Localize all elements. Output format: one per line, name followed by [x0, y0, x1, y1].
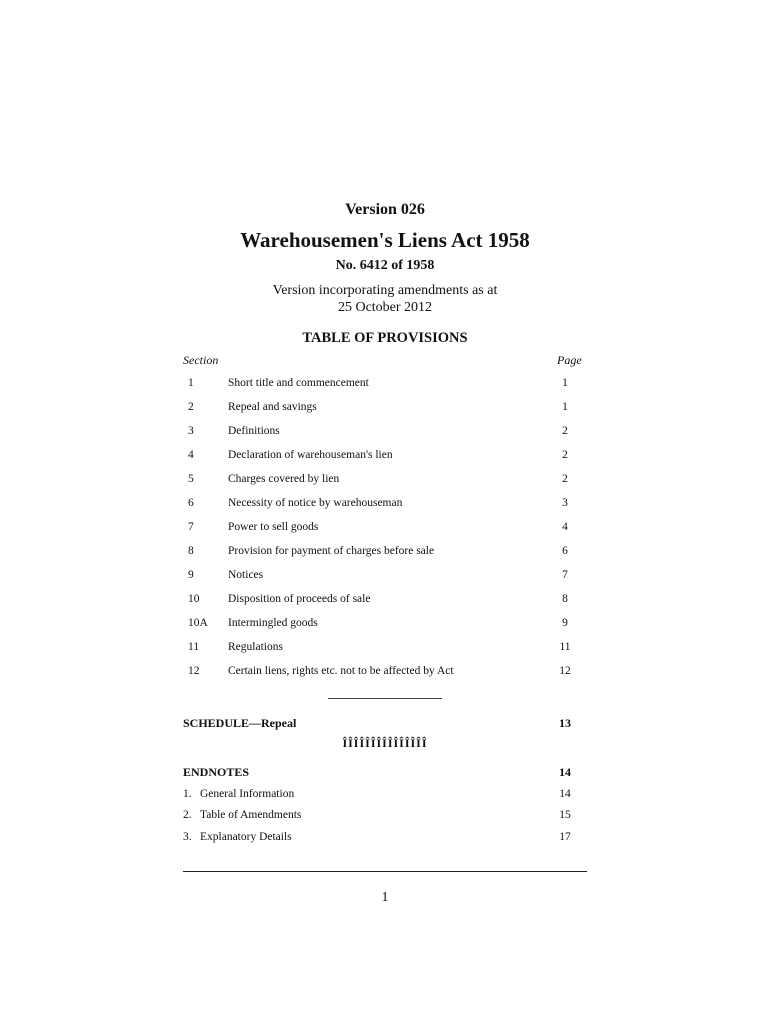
toc-row[interactable] — [0, 665, 770, 683]
ornamental-separator: ÎÎÎÎÎÎÎÎÎÎÎÎÎÎÎ — [342, 736, 428, 750]
toc-row[interactable] — [0, 377, 770, 395]
section-title[interactable]: Necessity of notice by warehouseman — [228, 497, 403, 509]
toc-row[interactable] — [0, 593, 770, 611]
toc-row[interactable] — [0, 569, 770, 587]
schedule-label[interactable]: SCHEDULE—Repeal — [183, 716, 297, 730]
footer-rule — [183, 871, 587, 872]
endnote-title[interactable]: General Information — [200, 788, 295, 800]
section-number: 12 — [188, 665, 200, 677]
toc-row[interactable] — [0, 545, 770, 563]
section-number: 7 — [188, 521, 194, 533]
section-number: 9 — [188, 569, 194, 581]
endnote-page-ref: 17 — [559, 831, 571, 843]
section-divider — [328, 698, 442, 699]
endnote-page-ref: 14 — [559, 788, 571, 800]
toc-row[interactable] — [0, 425, 770, 443]
endnote-number: 3. — [183, 831, 192, 843]
endnote-title[interactable]: Table of Amendments — [200, 809, 302, 821]
page-ref: 2 — [562, 449, 568, 461]
toc-row[interactable] — [0, 641, 770, 659]
incorporating-line-2: 25 October 2012 — [337, 300, 433, 315]
page-ref: 3 — [562, 497, 568, 509]
page-number: 1 — [381, 890, 389, 905]
toc-row[interactable] — [0, 497, 770, 515]
page-ref: 4 — [562, 521, 568, 533]
section-title[interactable]: Certain liens, rights etc. not to be affected by Act — [228, 665, 454, 677]
act-number: No. 6412 of 1958 — [335, 258, 435, 273]
page-ref: 2 — [562, 425, 568, 437]
section-title[interactable]: Repeal and savings — [228, 401, 317, 413]
section-number: 10 — [188, 593, 200, 605]
column-header-page: Page — [557, 353, 582, 367]
incorporating-note — [0, 282, 770, 316]
section-title[interactable]: Provision for payment of charges before sale — [228, 545, 435, 557]
endnote-number: 2. — [183, 809, 192, 821]
act-title: Warehousemen's Liens Act 1958 — [240, 228, 530, 252]
page-ref: 11 — [559, 641, 571, 653]
version-label: Version 026 — [345, 201, 425, 218]
section-title[interactable]: Notices — [228, 569, 264, 581]
page-ref: 1 — [562, 401, 568, 413]
page-ref: 6 — [562, 545, 568, 557]
toc-row[interactable] — [0, 521, 770, 539]
page-ref: 8 — [562, 593, 568, 605]
section-number: 8 — [188, 545, 194, 557]
section-number: 10A — [188, 617, 208, 629]
page-ref: 2 — [562, 473, 568, 485]
section-title[interactable]: Regulations — [228, 641, 283, 653]
section-number: 2 — [188, 401, 194, 413]
section-title[interactable]: Power to sell goods — [228, 521, 319, 533]
toc-heading: TABLE OF PROVISIONS — [302, 330, 468, 346]
column-header-section: Section — [183, 353, 219, 367]
section-number: 1 — [188, 377, 194, 389]
section-number: 6 — [188, 497, 194, 509]
toc-row[interactable] — [0, 473, 770, 491]
section-number: 4 — [188, 449, 194, 461]
section-title[interactable]: Short title and commencement — [228, 377, 369, 389]
endnotes-label[interactable]: ENDNOTES — [183, 765, 250, 779]
toc-row[interactable] — [0, 401, 770, 419]
section-number: 3 — [188, 425, 194, 437]
incorporating-line-1: Version incorporating amendments as at — [272, 283, 498, 298]
endnote-title[interactable]: Explanatory Details — [200, 831, 292, 843]
section-title[interactable]: Intermingled goods — [228, 617, 318, 629]
section-title[interactable]: Definitions — [228, 425, 280, 437]
page-ref: 7 — [562, 569, 568, 581]
page-ref: 9 — [562, 617, 568, 629]
page-ref: 1 — [562, 377, 568, 389]
endnote-page-ref: 15 — [559, 809, 571, 821]
page-ref: 12 — [559, 665, 571, 677]
endnotes-page-ref: 14 — [559, 765, 571, 779]
section-title[interactable]: Declaration of warehouseman's lien — [228, 449, 393, 461]
section-number: 5 — [188, 473, 194, 485]
toc-row[interactable] — [0, 449, 770, 467]
section-number: 11 — [188, 641, 200, 653]
section-title[interactable]: Disposition of proceeds of sale — [228, 593, 371, 605]
endnote-number: 1. — [183, 788, 192, 800]
section-title[interactable]: Charges covered by lien — [228, 473, 340, 485]
schedule-page-ref: 13 — [559, 716, 571, 730]
toc-row[interactable] — [0, 617, 770, 635]
